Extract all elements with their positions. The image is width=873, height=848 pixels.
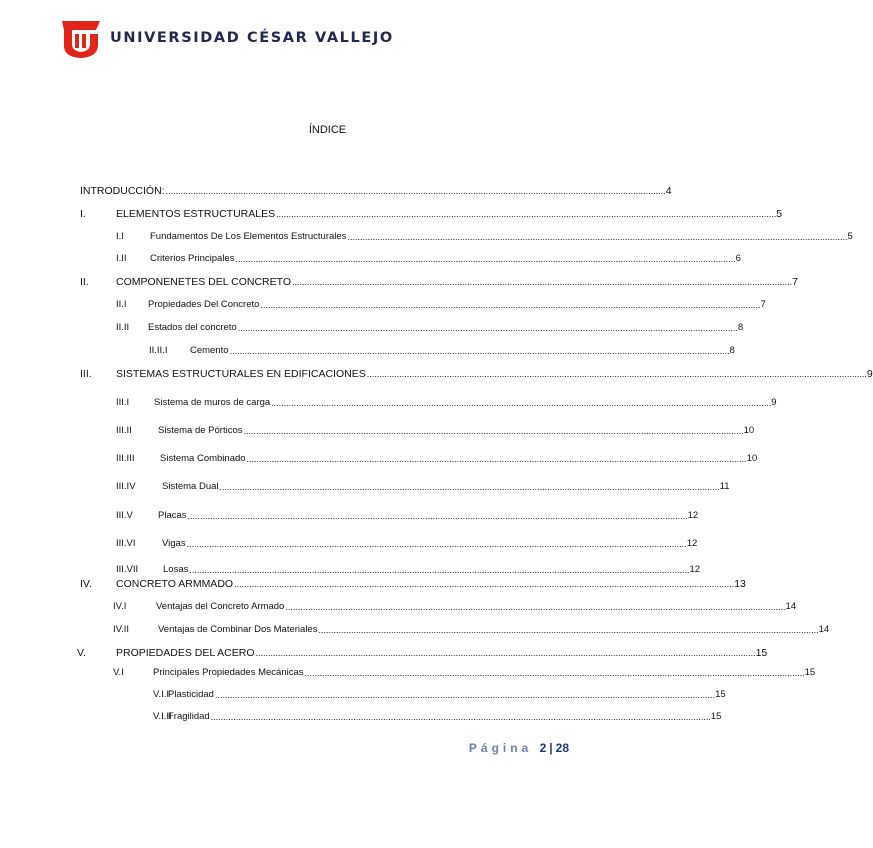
dot-leader: ........................................................................................................................................................................................................ [187,511,688,521]
dot-leader: ........................................................................................................................................................................................................ [246,454,747,464]
toc-entry-page: 6 [735,253,741,264]
toc-entry[interactable] [0,599,797,613]
dot-leader: ........................................................................................................................................................................................................ [276,209,777,219]
toc-entry[interactable] [0,395,777,409]
page-number: 2 [539,741,547,755]
dot-leader: ........................................................................................................................................................................................................ [285,602,786,612]
dot-leader: ........................................................................................................................................................................................................ [347,232,848,242]
dot-leader: ........................................................................................................................................................................................................ [366,369,867,379]
toc-entry-label: Propiedades Del Concreto [148,299,260,310]
toc-entry-page: 15 [710,711,722,722]
toc-entry-page: 12 [687,510,699,521]
toc-entry[interactable] [0,206,783,220]
toc-entry-page: 5 [847,231,853,242]
dot-leader: ........................................................................................................................................................................................................ [243,426,744,436]
dot-leader: ........................................................................................................................................................................................................ [318,625,819,635]
toc-entry[interactable] [0,274,798,288]
toc-entry-number: I. [80,208,86,220]
toc-entry-page: 14 [818,624,830,635]
page-total: 28 [555,741,569,755]
page-title: ÍNDICE [308,124,347,136]
toc-entry[interactable] [0,709,722,723]
toc-entry-number: III. [80,368,92,380]
page-separator: | [549,741,553,755]
toc-entry[interactable] [0,423,755,437]
toc-entry-number: I.I [116,231,124,242]
dot-leader: ........................................................................................................................................................................................................ [271,398,772,408]
toc-entry-number: I.II [116,253,127,264]
toc-entry-number: III.V [116,510,133,521]
toc-entry-page: 14 [785,601,797,612]
toc-entry-label: CONCRETO ARMMADO [116,578,234,590]
toc-entry-number: III.VI [116,538,136,549]
toc-entry-label: Cemento [190,345,229,356]
page-header [60,18,394,58]
toc-entry-label: Criterios Principales [150,253,235,264]
dot-leader: ........................................................................................................................................................................................................ [214,690,716,700]
toc-entry-label: Plasticidad [168,689,214,700]
toc-entry-label: Ventajas del Concreto Armado [156,601,285,612]
toc-entry-label: Fundamentos De Los Elementos Estructurales [150,231,347,242]
toc-entry[interactable] [0,645,768,659]
toc-entry-label: Principales Propiedades Mecánicas [153,667,304,678]
toc-entry-page: 9 [771,397,777,408]
toc-entry[interactable] [0,183,672,197]
dot-leader: ........................................................................................................................................................................................................ [260,300,761,310]
toc-entry-label: Sistema de Pórticos [158,425,243,436]
toc-entry-label: Placas [158,510,187,521]
toc-entry-page: 15 [715,689,726,700]
dot-leader: ........................................................................................................................................................................................................ [292,277,793,287]
toc-entry-page: 13 [734,578,746,590]
university-name: UNIVERSIDAD CÉSAR VALLEJO [110,30,394,46]
toc-entry-label: INTRODUCCIÓN: [80,185,165,197]
toc-entry-number: II.II.I [149,345,168,356]
toc-entry-number: V.I [113,667,124,678]
toc-entry-number: III.II [116,425,132,436]
toc-entry-number: V.I.II [153,711,172,722]
toc-entry[interactable] [0,508,699,522]
toc-entry[interactable] [0,366,873,380]
toc-entry-page: 5 [776,208,783,220]
toc-entry-label: SISTEMAS ESTRUCTURALES EN EDIFICACIONES [116,368,366,380]
toc-entry-page: 15 [804,667,816,678]
dot-leader: ........................................................................................................................................................................................................ [237,323,738,333]
toc-entry[interactable] [0,320,744,334]
dot-leader: ........................................................................................................................................................................................................ [255,648,756,658]
toc-entry-label: PROPIEDADES DEL ACERO [116,647,255,659]
toc-entry[interactable] [0,562,701,576]
toc-entry-number: IV. [80,578,92,590]
toc-entry-number: III.I [116,397,130,408]
dot-leader: ........................................................................................................................................................................................................ [304,668,805,678]
toc-entry-number: IV.II [113,624,130,635]
toc-entry[interactable] [0,622,830,636]
dot-leader: ........................................................................................................................................................................................................ [234,579,735,589]
toc-entry-label: Ventajas de Combinar Dos Materiales [158,624,318,635]
ucv-logo-icon [60,18,102,58]
toc-entry-label: Sistema de muros de carga [154,397,271,408]
toc-entry-label: Sistema Dual [162,481,219,492]
dot-leader: ........................................................................................................................................................................................................ [186,539,687,549]
toc-entry-label: Losas [163,564,189,575]
toc-entry-page: 10 [743,425,755,436]
toc-entry[interactable] [0,576,746,590]
toc-entry-page: 4 [665,185,672,197]
dot-leader: ........................................................................................................................................................................................................ [235,254,736,264]
toc-entry-page: 12 [686,538,698,549]
toc-entry[interactable] [0,297,766,311]
toc-entry-number: II.I [116,299,127,310]
dot-leader: ........................................................................................................................................................................................................ [229,346,730,356]
dot-leader: ........................................................................................................................................................................................................ [219,482,720,492]
toc-entry[interactable] [0,536,698,550]
toc-entry-page: 10 [746,453,758,464]
toc-entry[interactable] [0,451,758,465]
toc-entry[interactable] [0,479,730,493]
toc-entry-label: Sistema Combinado [160,453,246,464]
page-footer [469,741,569,755]
toc-entry-number: III.VII [116,564,139,575]
toc-entry-label: ELEMENTOS ESTRUCTURALES [116,208,276,220]
toc-entry[interactable] [0,251,741,265]
toc-entry-page: 12 [689,564,701,575]
toc-entry-label: Vigas [162,538,186,549]
toc-entry-page: 7 [760,299,766,310]
toc-entry-label: Estados del concreto [148,322,237,333]
toc-entry-label: COMPONENETES DEL CONCRETO [116,276,292,288]
toc-entry-number: III.III [116,453,135,464]
toc-entry-page: 11 [719,481,730,492]
toc-entry-number: II. [80,276,89,288]
toc-entry-page: 8 [729,345,735,356]
toc-entry-number: IV.I [113,601,127,612]
toc-entry-number: V.I.I [153,689,170,700]
toc-entry-number: III.IV [116,481,136,492]
page-word: Página [468,741,533,755]
toc-entry[interactable] [0,229,853,243]
dot-leader: ........................................................................................................................................................................................................ [165,186,666,196]
toc-entry[interactable] [0,687,726,701]
toc-entry[interactable] [0,665,816,679]
dot-leader: ........................................................................................................................................................................................................ [210,712,711,722]
toc-entry[interactable] [0,343,735,357]
toc-entry-label: Fragilidad [168,711,210,722]
toc-entry-page: 7 [792,276,798,288]
toc-entry-page: 8 [737,322,744,333]
toc-entry-number: V. [77,647,86,659]
dot-leader: ........................................................................................................................................................................................................ [189,565,690,575]
toc-entry-page: 9 [866,368,873,380]
toc-entry-number: II.II [116,322,130,333]
toc-entry-page: 15 [755,647,768,659]
